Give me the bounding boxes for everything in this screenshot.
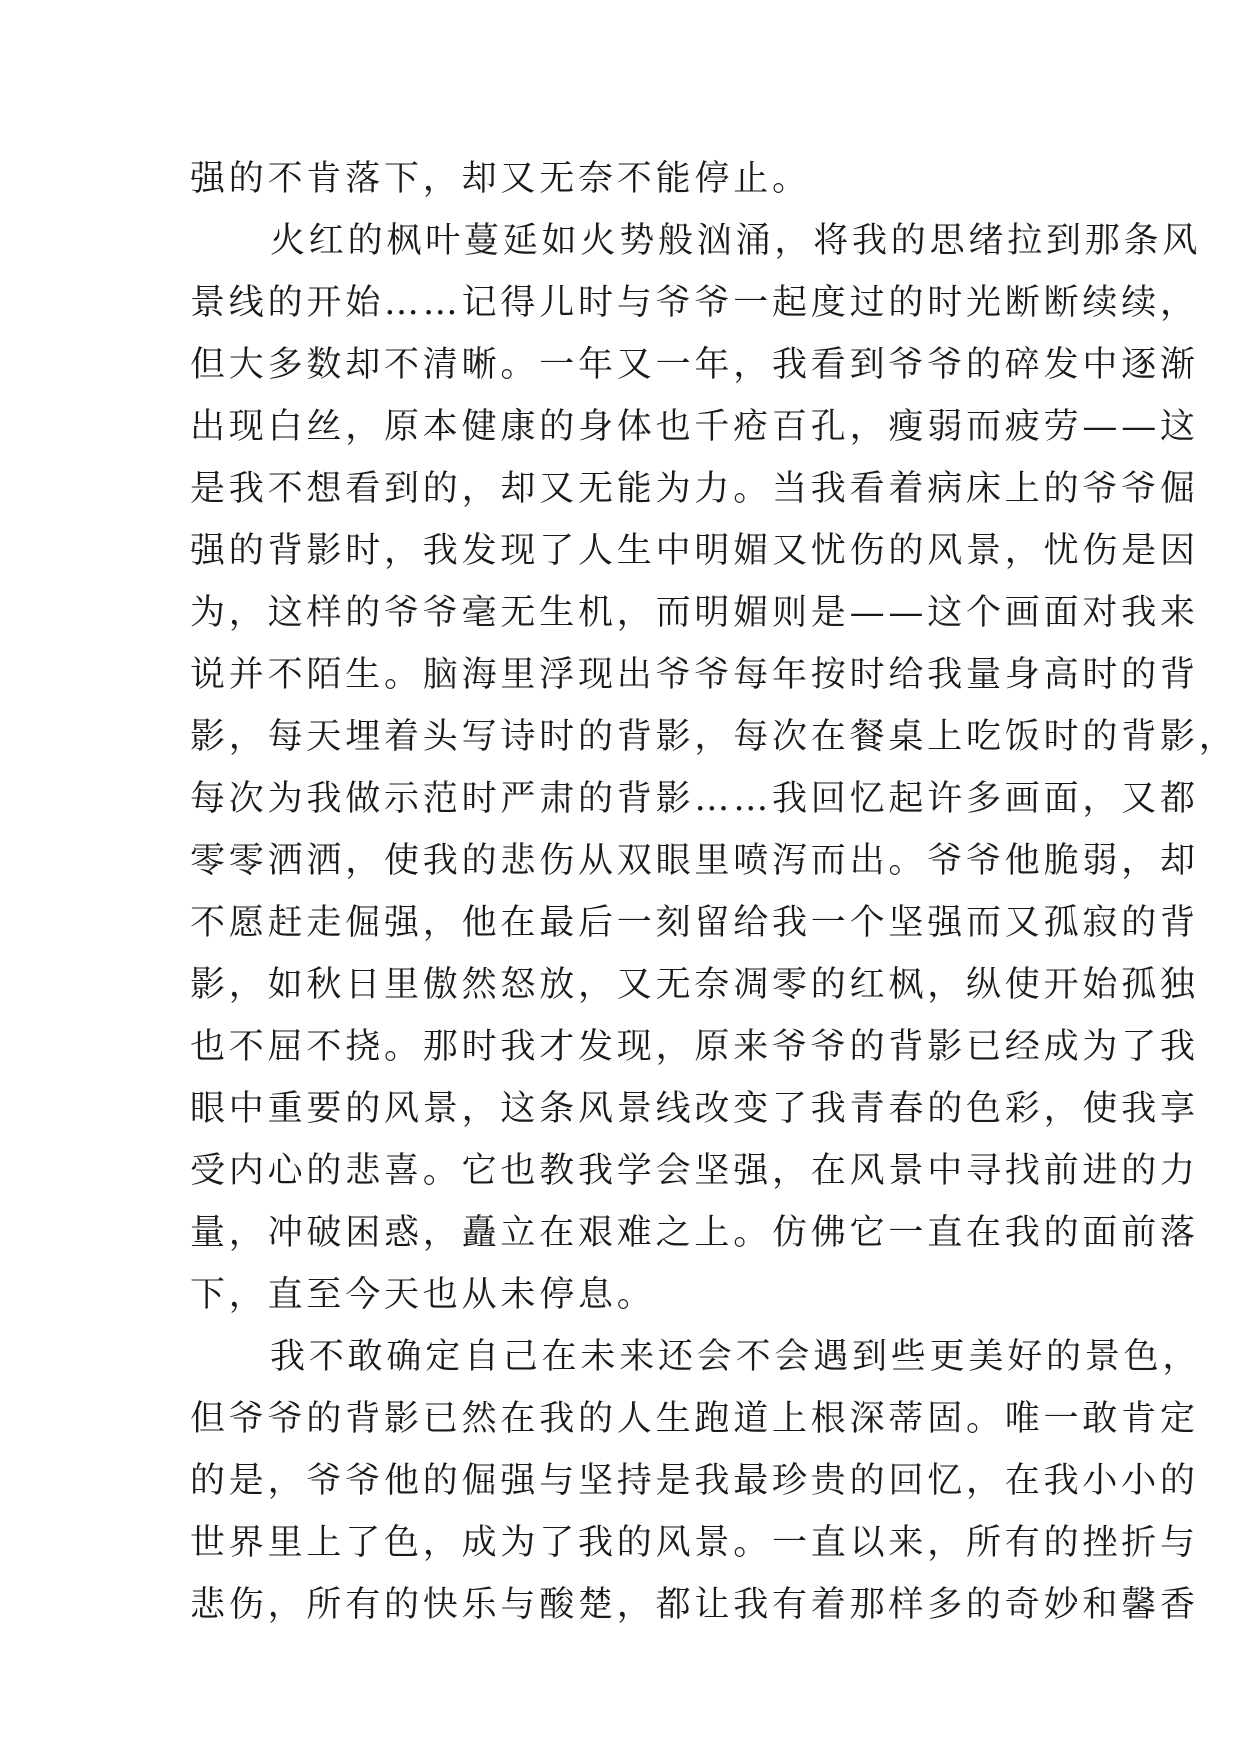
text-line-18: 量，冲破困惑，矗立在艰难之上。仿佛它一直在我的面前落: [190, 1213, 1199, 1253]
text-line-5: 出现白丝，原本健康的身体也千疮百孔，瘦弱而疲劳——这: [190, 407, 1199, 447]
essay-text: [190, 148, 1238, 1636]
text-line-16: 眼中重要的风景，这条风景线改变了我青春的色彩，使我享: [190, 1089, 1199, 1129]
text-line-9: 说并不陌生。脑海里浮现出爷爷每年按时给我量身高时的背: [190, 655, 1199, 695]
text-line-14: 影，如秋日里傲然怒放，又无奈凋零的红枫，纵使开始孤独: [190, 965, 1199, 1005]
text-line-7: 强的背影时，我发现了人生中明媚又忧伤的风景，忧伤是因: [190, 531, 1199, 571]
text-line-20: 我不敢确定自己在未来还会不会遇到些更美好的景色，: [270, 1337, 1202, 1377]
text-line-1: 强的不肯落下，却又无奈不能停止。: [190, 159, 811, 199]
text-line-23: 世界里上了色，成为了我的风景。一直以来，所有的挫折与: [190, 1523, 1199, 1563]
text-line-12: 零零洒洒，使我的悲伤从双眼里喷泻而出。爷爷他脆弱，却: [190, 841, 1199, 881]
text-line-6: 是我不想看到的，却又无能为力。当我看着病床上的爷爷倔: [190, 469, 1199, 509]
text-line-11: 每次为我做示范时严肃的背影……我回忆起许多画面，又都: [190, 779, 1199, 819]
text-line-10: 影，每天埋着头写诗时的背影，每次在餐桌上吃饭时的背影，: [190, 717, 1238, 757]
text-line-24: 悲伤，所有的快乐与酸楚，都让我有着那样多的奇妙和馨香: [190, 1585, 1199, 1625]
text-line-13: 不愿赶走倔强，他在最后一刻留给我一个坚强而又孤寂的背: [190, 903, 1199, 943]
text-line-21: 但爷爷的背影已然在我的人生跑道上根深蒂固。唯一敢肯定: [190, 1399, 1199, 1439]
text-line-19: 下，直至今天也从未停息。: [190, 1275, 656, 1315]
text-line-2: 火红的枫叶蔓延如火势般汹涌，将我的思绪拉到那条风: [270, 221, 1202, 261]
text-line-8: 为，这样的爷爷毫无生机，而明媚则是——这个画面对我来: [190, 593, 1199, 633]
text-line-15: 也不屈不挠。那时我才发现，原来爷爷的背影已经成为了我: [190, 1027, 1199, 1067]
text-line-3: 景线的开始……记得儿时与爷爷一起度过的时光断断续续，: [190, 283, 1199, 323]
text-line-17: 受内心的悲喜。它也教我学会坚强，在风景中寻找前进的力: [190, 1151, 1199, 1191]
text-line-4: 但大多数却不清晰。一年又一年，我看到爷爷的碎发中逐渐: [190, 345, 1199, 385]
text-line-22: 的是，爷爷他的倔强与坚持是我最珍贵的回忆，在我小小的: [190, 1461, 1199, 1501]
